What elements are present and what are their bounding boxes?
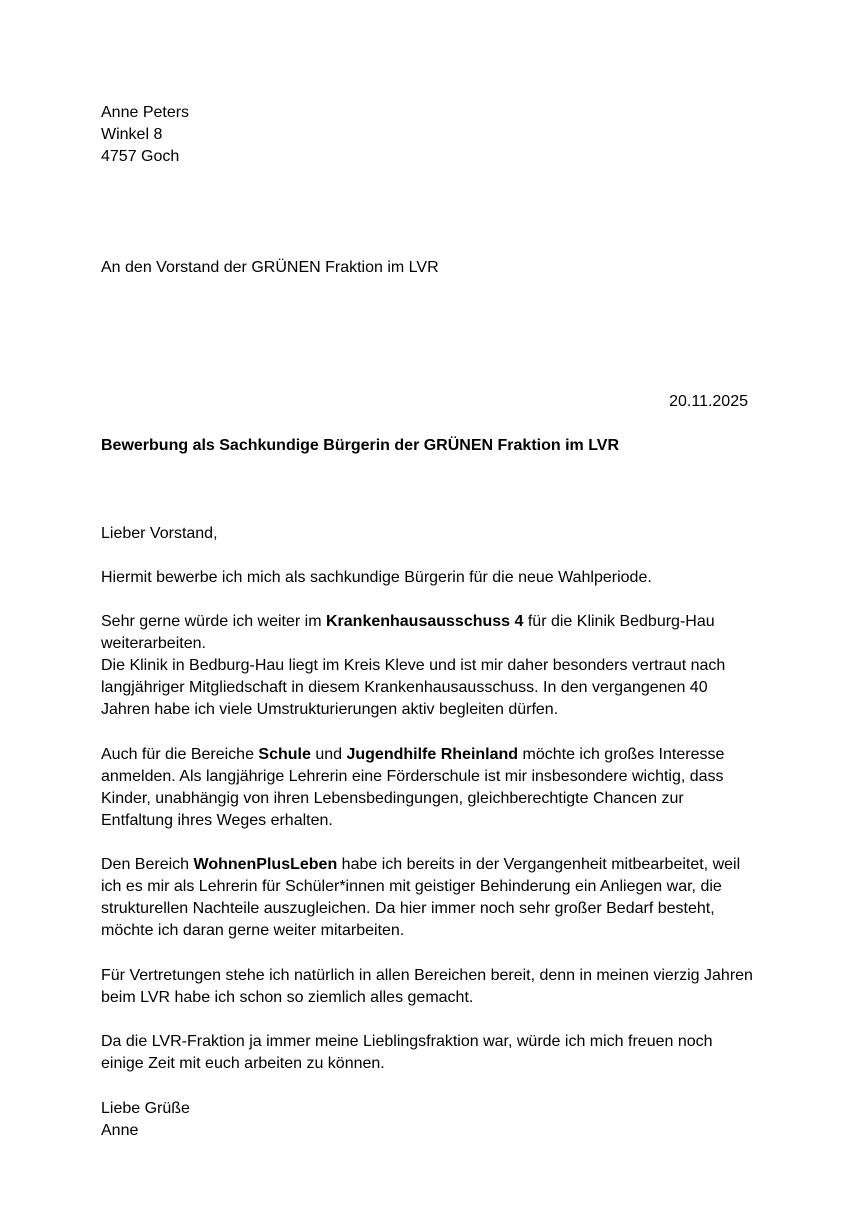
- sender-name: Anne Peters: [101, 104, 190, 121]
- paragraph-2: [101, 611, 765, 721]
- paragraph-3-line-3: Kinder, unabhängig von ihren Lebensbedingungen, gleichberechtigte Chancen zur: [101, 790, 684, 807]
- paragraph-1-line-1: Hiermit bewerbe ich mich als sachkundige Bürgerin für die neue Wahlperiode.: [101, 569, 652, 586]
- text-segment: Auch für die Bereiche: [101, 746, 259, 763]
- sender-city: 4757 Goch: [101, 148, 180, 165]
- paragraph-6: [101, 1031, 765, 1075]
- area-wohnenplusleben: WohnenPlusLeben: [193, 856, 338, 873]
- paragraph-5-line-1: Für Vertretungen stehe ich natürlich in allen Bereichen bereit, denn in meinen vierzig Jahren: [101, 967, 753, 984]
- text-segment: und: [310, 746, 347, 763]
- paragraph-3-line-1: [101, 744, 765, 766]
- paragraph-4: [101, 854, 765, 942]
- text-segment: Sehr gerne würde ich weiter im: [101, 613, 326, 630]
- paragraph-4-line-4: möchte ich daran gerne weiter mitarbeiten.: [101, 922, 405, 939]
- sender-address: [101, 102, 761, 168]
- paragraph-6-line-1: Da die LVR-Fraktion ja immer meine Lieblingsfraktion war, würde ich mich freuen noch: [101, 1033, 713, 1050]
- text-segment: Den Bereich: [101, 856, 194, 873]
- text-segment: für die Klinik Bedburg-Hau: [523, 613, 715, 630]
- paragraph-2-line-3: Die Klinik in Bedburg-Hau liegt im Kreis Kleve und ist mir daher besonders vertraut nach: [101, 657, 726, 674]
- paragraph-2-line-5: Jahren habe ich viele Umstrukturierungen aktiv begleiten dürfen.: [101, 701, 559, 718]
- closing-block: [101, 1098, 765, 1142]
- salutation: [101, 523, 765, 545]
- letter-subject: Bewerbung als Sachkundige Bürgerin der GRÜNEN Fraktion im LVR: [101, 437, 620, 454]
- paragraph-5: [101, 965, 765, 1009]
- paragraph-6-line-2: einige Zeit mit euch arbeiten zu können.: [101, 1055, 385, 1072]
- paragraph-4-line-3: strukturellen Nachteile auszugleichen. Da hier immer noch sehr großer Bedarf besteht,: [101, 900, 715, 917]
- closing-text: Liebe Grüße: [101, 1100, 190, 1117]
- paragraph-3-line-4: Entfaltung ihres Weges erhalten.: [101, 812, 333, 829]
- recipient-line: An den Vorstand der GRÜNEN Fraktion im LVR: [101, 259, 439, 276]
- salutation-text: Lieber Vorstand,: [101, 525, 218, 542]
- paragraph-2-line-1: [101, 611, 765, 633]
- signature-name: Anne: [101, 1122, 139, 1139]
- paragraph-4-line-1: [101, 854, 765, 876]
- sender-street: Winkel 8: [101, 126, 163, 143]
- committee-name: Krankenhausausschuss 4: [325, 613, 524, 630]
- paragraph-1: [101, 567, 765, 589]
- text-segment: habe ich bereits in der Vergangenheit mitbearbeitet, weil: [337, 856, 741, 873]
- area-school: Schule: [258, 746, 311, 763]
- area-youth-welfare: Jugendhilfe Rheinland: [346, 746, 519, 763]
- paragraph-3-line-2: anmelden. Als langjährige Lehrerin eine Förderschule ist mir insbesondere wichtig, dass: [101, 768, 724, 785]
- recipient-address: [101, 257, 761, 279]
- text-segment: möchte ich großes Interesse: [518, 746, 725, 763]
- paragraph-2-line-4: langjähriger Mitgliedschaft in diesem Krankenhausausschuss. In den vergangenen 40: [101, 679, 708, 696]
- letter-date: 20.11.2025: [669, 393, 748, 410]
- paragraph-4-line-2: ich es mir als Lehrerin für Schüler*innen mit geistiger Behinderung ein Anliegen war, die: [101, 878, 722, 895]
- paragraph-2-line-2: weiterarbeiten.: [101, 635, 206, 652]
- paragraph-5-line-2: beim LVR habe ich schon so ziemlich alles gemacht.: [101, 989, 474, 1006]
- paragraph-3: [101, 744, 765, 832]
